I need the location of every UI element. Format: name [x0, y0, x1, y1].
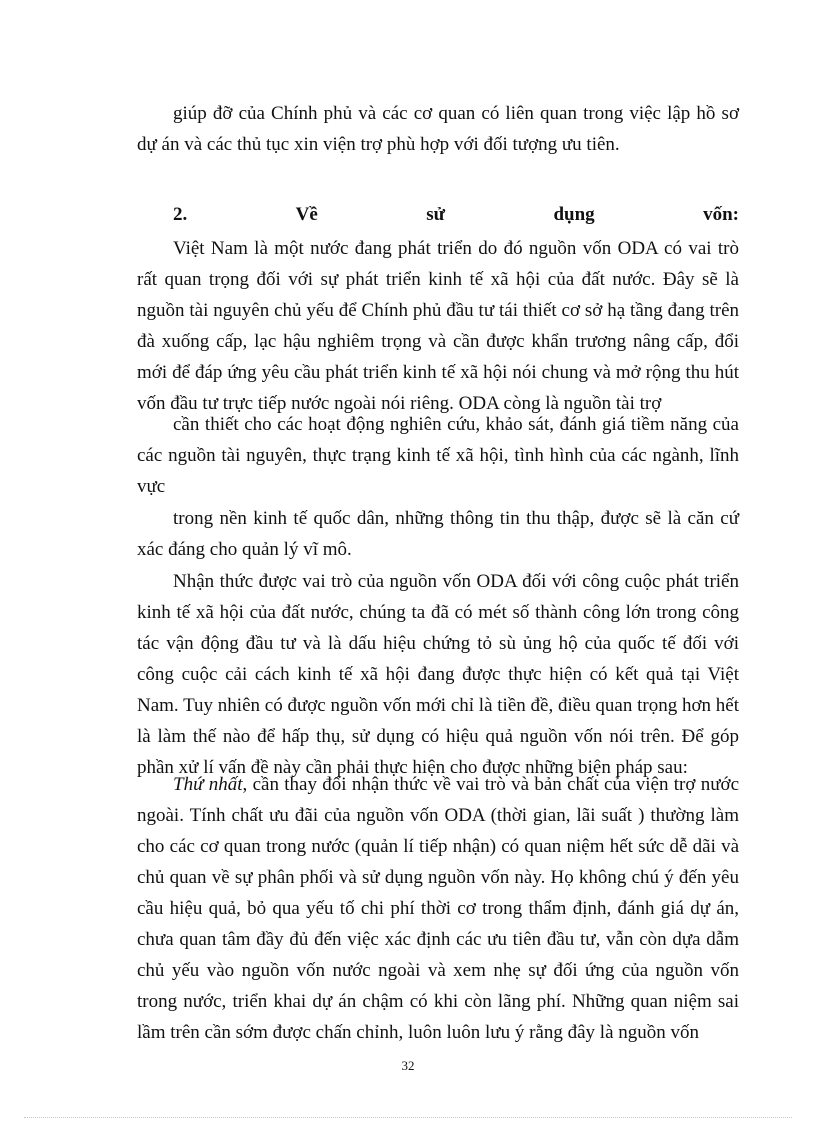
- heading-word-2: sử: [426, 204, 446, 225]
- paragraph-7: [137, 769, 739, 1048]
- heading-word-4: vốn:: [703, 204, 739, 225]
- paragraph-5: trong nền kinh tế quốc dân, những thông tin thu thập, được sẽ là căn cứ xác đáng cho quản lý vĩ mô.: [137, 508, 739, 560]
- paragraph-3: Việt Nam là một nước đang phát triển do đó nguồn vốn ODA có vai trò rất quan trọng đối với sự phát triển kinh tế xã hội của đất nước. Đây sẽ là nguồn tài nguyên chủ yếu để Chính phủ đầu tư tái thiết cơ sở hạ tầng đang trên đà xuống cấp, lạc hậu nghiêm trọng và cần được khẩn trương nâng cấp, đổi mới để đáp ứng yêu cầu phát triển kinh tế xã hội nói chung và mở rộng thu hút vốn đầu tư trực tiếp nước ngoài nói riêng. ODA còng là nguồn tài trợ: [137, 238, 739, 414]
- heading-number: 2.: [173, 204, 188, 225]
- paragraph-1: giúp đỡ của Chính phủ và các cơ quan có liên quan trong việc lập hồ sơ dự án và các thủ tục xin viện trợ phù hợp với đối tượng ưu tiên.: [137, 103, 739, 155]
- page-number: 32: [401, 1058, 415, 1073]
- paragraph-6: [137, 566, 739, 783]
- paragraph-7-lead: Thứ nhất: [173, 774, 243, 795]
- paragraph-7-text: , cần thay đổi nhận thức về vai trò và bản chất của viện trợ nước ngoài. Tính chất ưu đãi của nguồn vốn ODA (thời gian, lãi suất ) thường làm cho các cơ quan trong nước (quản lí tiếp nhận) có quan niệm hết sức dễ dãi và chủ quan về sự phân phối và sử dụng nguồn vốn này. Họ không chú ý đến yêu cầu hiệu quả, bỏ qua yếu tố chi phí thời cơ trong thẩm định, đánh giá dự án, chưa quan tâm đầy đủ đến việc xác định các ưu tiên đầu tư, vẫn còn dựa dẫm chủ yếu vào nguồn vốn nước ngoài và xem nhẹ sự đối ứng của nguồn vốn trong nước, triển khai dự án chậm có khi còn lãng phí. Những quan niệm sai lầm trên cần sớm được chấn chỉnh, luôn luôn lưu ý rằng đây là nguồn vốn: [137, 774, 739, 1043]
- heading-word-1: Về: [295, 204, 318, 225]
- heading-word-3: dụng: [553, 204, 595, 225]
- paragraph-4: cần thiết cho các hoạt động nghiên cứu, khảo sát, đánh giá tiềm năng của các nguồn tài nguyên, thực trạng kinh tế xã hội, tình hình của các ngành, lĩnh vực: [137, 414, 739, 497]
- footer-divider: [24, 1117, 792, 1118]
- paragraph-6-text: Nhận thức được vai trò của nguồn vốn ODA đối với công cuộc phát triển kinh tế xã hội của đất nước, chúng ta đã có mét số thành công lớn trong công tác vận động đầu tư và là dấu hiệu chứng tỏ sù ủng hộ của quốc tế đối với công cuộc cải cách kinh tế xã hội đang được thực hiện có kết quả tại Việt Nam. Tuy nhiên có được nguồn vốn mới chỉ là tiền đề, điều quan trọng hơn hết là làm thế nào để hấp thụ, sử dụng có hiệu quả nguồn vốn nói trên. Để góp phần xử lí vấn đề này cần phải thực hiện cho được những biện pháp sau:: [137, 571, 739, 778]
- section-heading: [173, 201, 739, 229]
